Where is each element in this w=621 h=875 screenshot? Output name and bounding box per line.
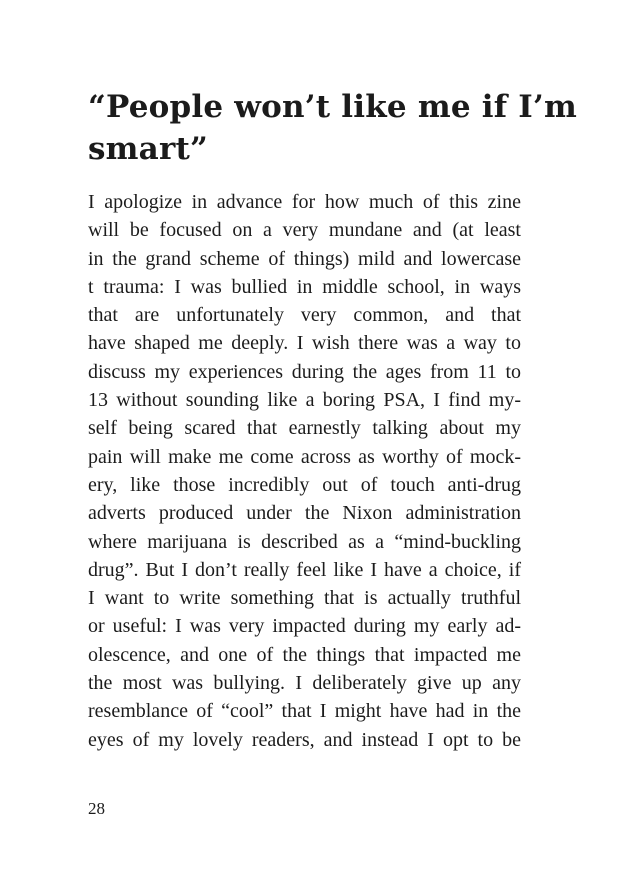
text-line: or useful: I was very impacted during my early ad- <box>88 615 521 638</box>
body-paragraph <box>88 188 521 754</box>
text-line: in the grand scheme of things) mild and lowercase <box>88 247 521 270</box>
title-line: “People won’t like me if I’m <box>88 89 577 125</box>
text-line: resemblance of “cool” that I might have had in the <box>88 700 521 723</box>
text-line: 13 without sounding like a boring PSA, I find my- <box>88 389 521 412</box>
text-line: the most was bullying. I deliberately give up any <box>88 672 521 695</box>
page-title <box>88 86 577 170</box>
text-line: I want to write something that is actually truthful <box>88 587 521 610</box>
text-line: I apologize in advance for how much of this zine <box>88 191 521 213</box>
text-line: olescence, and one of the things that impacted me <box>88 643 521 666</box>
text-line: adverts produced under the Nixon administration <box>88 502 521 525</box>
text-line: discuss my experiences during the ages from 11 to <box>88 360 521 383</box>
text-line: that are unfortunately very common, and that <box>88 304 521 327</box>
text-line: drug”. But I don’t really feel like I have a choice, if <box>88 558 521 581</box>
text-line: pain will make me come across as worthy of mock- <box>88 445 521 468</box>
text-line: will be focused on a very mundane and (at least <box>88 219 521 242</box>
title-line: smart” <box>88 131 209 167</box>
text-line: self being scared that earnestly talking about my <box>88 417 521 440</box>
text-line: have shaped me deeply. I wish there was a way to <box>88 332 521 355</box>
page-number: 28 <box>88 799 105 818</box>
text-line: t trauma: I was bullied in middle school, in ways <box>88 275 521 298</box>
text-line: where marijuana is described as a “mind-buckling <box>88 530 521 553</box>
text-line: ery, like those incredibly out of touch anti-drug <box>88 473 521 496</box>
text-line: eyes of my lovely readers, and instead I opt to be <box>88 728 521 751</box>
